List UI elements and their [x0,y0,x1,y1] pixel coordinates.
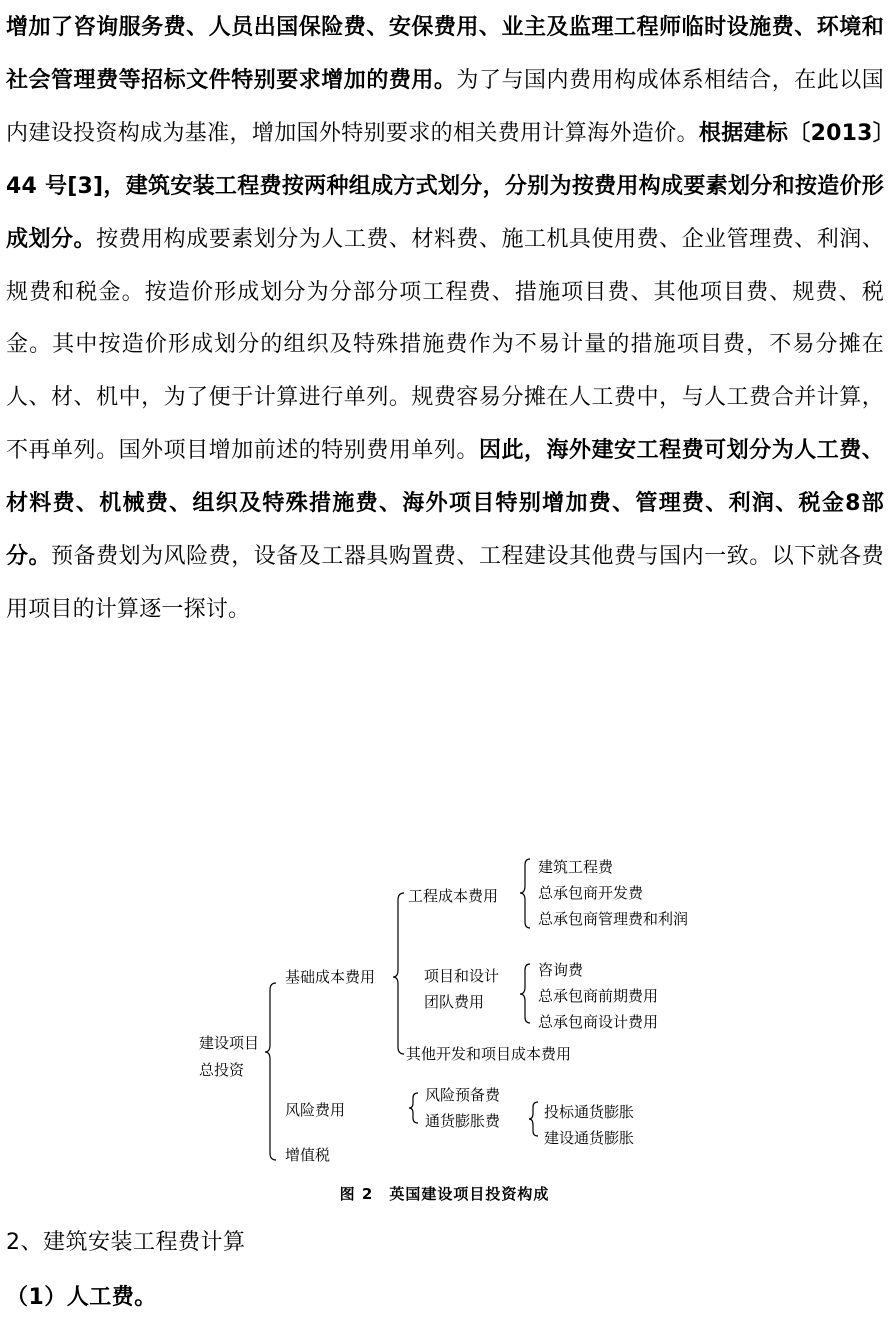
engineering-cost-label: 工程成本费用 [408,887,499,905]
body-paragraph [6,2,884,637]
team-cost-label-line1: 项目和设计 [424,967,500,985]
risk-cost-label: 风险费用 [285,1101,346,1119]
engineering-brace [520,859,530,928]
bold-sentence: 因此，海外建安工程费可划分为人工费、材料费、机械费、组织及特殊措施费、海外项目特别增加费、管理费、利润、税金8部分。 [6,438,884,570]
other-cost-label: 其他开发和项目成本费用 [406,1045,572,1063]
investment-composition-diagram [0,840,889,1210]
bold-sentence: 根据建标〔2013〕44 号[3]，建筑安装工程费按两种组成方式划分，分别为按费用构成要素划分和按造价形成划分。 [6,120,885,252]
risk-item: 风险预备费 [425,1086,501,1104]
team-cost-label-line2: 团队费用 [424,993,485,1011]
root-label-line2: 总投资 [199,1061,245,1079]
risk-brace [409,1093,418,1123]
basic-cost-label: 基础成本费用 [285,968,376,986]
sentence: 预备费划为风险费，设备及工器具购置费、工程建设其他费与国内一致。以下就各费用项目的计算逐一探讨。 [6,544,884,622]
sentence: 为了与国内费用构成体系相结合，在此以国内建设投资构成为基准，增加国外特别要求的相关费用计算海外造价。 [6,67,884,146]
engineering-item: 总承包商管理费和利润 [538,910,689,928]
root-brace [265,983,276,1160]
team-item: 总承包商设计费用 [538,1013,659,1031]
sentence: 按费用构成要素划分为人工费、材料费、施工机具使用费、企业管理费、利润、规费和税金。按造价形成划分为分部分项工程费、措施项目费、其他项目费、规费、税金。其中按造价形成划分的组织及特殊措施费作为不易计量的措施项目费，不易分摊在人、材、机中，为了便于计算进行单列。规费容易分摊在人工费中，与人工费合并计算，不再单列。国外项目增加前述的特别费用单列。 [6,226,884,464]
subsection-heading: （1）人工费。 [6,1285,157,1310]
risk-item: 通货膨胀费 [425,1112,501,1130]
team-brace [520,964,530,1023]
engineering-item: 总承包商开发费 [538,884,644,902]
root-label-line1: 建设项目 [199,1034,260,1052]
basic-cost-brace [393,893,404,1054]
team-item: 咨询费 [538,961,584,979]
figure-caption: 图 2 英国建设项目投资构成 [339,1185,550,1203]
inflation-item: 建设通货膨胀 [544,1129,635,1147]
inflation-item: 投标通货膨胀 [544,1103,635,1121]
inflation-brace [529,1102,538,1136]
team-item: 总承包商前期费用 [538,987,659,1005]
bold-sentence: 增加了咨询服务费、人员出国保险费、安保费用、业主及监理工程师临时设施费、环境和社会管理费等招标文件特别要求增加的费用。 [6,15,884,93]
engineering-item: 建筑工程费 [538,858,614,876]
section-heading: 2、建筑安装工程费计算 [6,1230,246,1255]
vat-label: 增值税 [285,1146,331,1164]
